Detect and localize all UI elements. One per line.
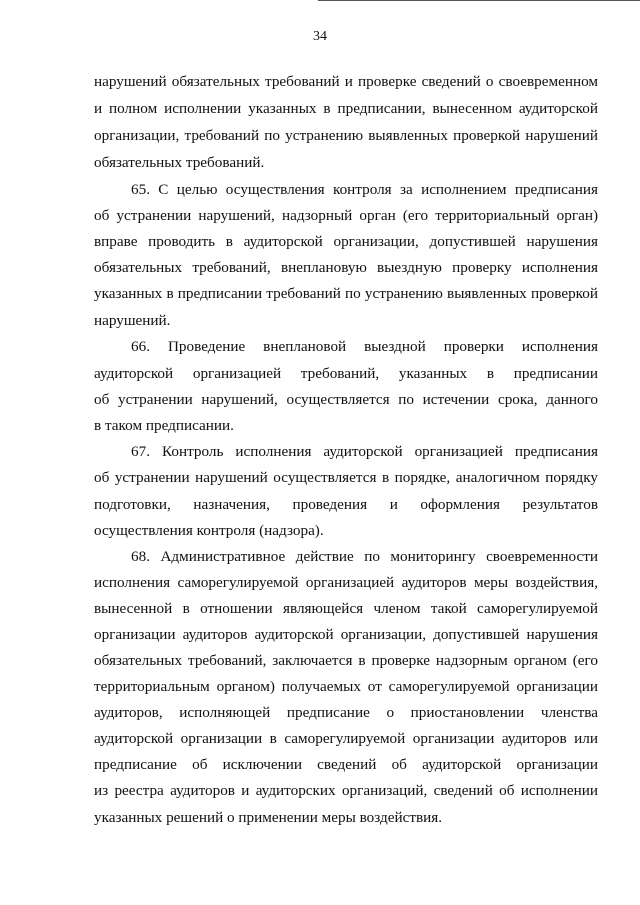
paragraph-68-line-6: территориальным органом) получаемых от саморегулируемой организации bbox=[94, 678, 598, 695]
paragraph-65-line-3: вправе проводить в аудиторской организации, допустившей нарушения bbox=[94, 233, 598, 250]
paragraph-65-line-5: указанных в предписании требований по устранению выявленных проверкой bbox=[94, 285, 598, 302]
paragraph-65-line-4: обязательных требований, внеплановую выездную проверку исполнения bbox=[94, 259, 598, 276]
paragraph-68-line-5: обязательных требований, заключается в проверке надзорным органом (его bbox=[94, 652, 598, 669]
paragraph-68-line-9: предписание об исключении сведений об аудиторской организации bbox=[94, 756, 598, 773]
top-edge-rule bbox=[318, 0, 640, 1]
paragraph-66-line-2: аудиторской организацией требований, указанных в предписании bbox=[94, 365, 598, 382]
paragraph-66-line-3: об устранении нарушений, осуществляется по истечении срока, данного bbox=[94, 391, 598, 408]
paragraph-65-line-2: об устранении нарушений, надзорный орган (его территориальный орган) bbox=[94, 207, 598, 224]
paragraph-68-line-1: 68. Административное действие по мониторингу своевременности bbox=[131, 548, 598, 565]
paragraph-64-line-4: обязательных требований. bbox=[94, 154, 265, 171]
paragraph-68-line-7: аудиторов, исполняющей предписание о приостановлении членства bbox=[94, 704, 598, 721]
paragraph-64-line-2: и полном исполнении указанных в предписании, вынесенном аудиторской bbox=[94, 100, 598, 117]
paragraph-65-line-6: нарушений. bbox=[94, 312, 171, 329]
paragraph-67-line-3: подготовки, назначения, проведения и оформления результатов bbox=[94, 496, 598, 513]
paragraph-68-line-3: вынесенной в отношении являющейся членом такой саморегулируемой bbox=[94, 600, 598, 617]
paragraph-68-line-8: аудиторской организации в саморегулируемой организации аудиторов или bbox=[94, 730, 598, 747]
paragraph-66-line-4: в таком предписании. bbox=[94, 417, 234, 434]
paragraph-68-line-4: организации аудиторов аудиторской организации, допустившей нарушения bbox=[94, 626, 598, 643]
paragraph-66-line-1: 66. Проведение внеплановой выездной проверки исполнения bbox=[131, 338, 598, 355]
paragraph-68-line-11: указанных решений о применении меры воздействия. bbox=[94, 809, 443, 826]
paragraph-67-line-4: осуществления контроля (надзора). bbox=[94, 522, 324, 539]
paragraph-64-line-1: нарушений обязательных требований и проверке сведений о своевременном bbox=[94, 73, 598, 90]
page-number: 34 bbox=[313, 29, 327, 44]
paragraph-67-line-1: 67. Контроль исполнения аудиторской организацией предписания bbox=[131, 443, 598, 460]
paragraph-64-line-3: организации, требований по устранению выявленных проверкой нарушений bbox=[94, 127, 598, 144]
paragraph-68-line-10: из реестра аудиторов и аудиторских организаций, сведений об исполнении bbox=[94, 782, 598, 799]
paragraph-65-line-1: 65. С целью осуществления контроля за исполнением предписания bbox=[131, 181, 598, 198]
paragraph-68-line-2: исполнения саморегулируемой организацией аудиторов меры воздействия, bbox=[94, 574, 598, 591]
paragraph-67-line-2: об устранении нарушений осуществляется в порядке, аналогичном порядку bbox=[94, 469, 598, 486]
